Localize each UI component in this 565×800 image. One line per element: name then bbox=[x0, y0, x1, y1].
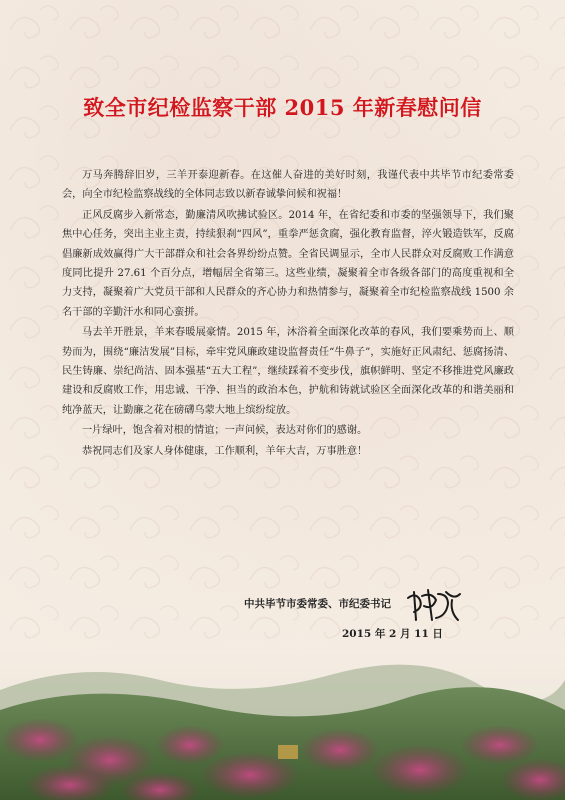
letter-title: 致全市纪检监察干部 2015 年新春慰问信 bbox=[83, 95, 482, 120]
letter-date: 2015 年 2 月 11 日 bbox=[342, 628, 443, 640]
signature-title: 中共毕节市委常委、市纪委书记 bbox=[244, 598, 391, 610]
paragraph-wishes: 恭祝同志们及家人身体健康，工作顺利，羊年大吉，万事胜意！ bbox=[82, 445, 368, 457]
paragraph-thanks: 一片绿叶，饱含着对根的情谊；一声问候，表达对你们的感谢。 bbox=[82, 425, 368, 437]
paragraph-review: 正风反腐步入新常态，勤廉清风吹拂试验区。2014 年，在省纪委和市委的坚强领导下，我们聚焦中心任务，突出主业主责，持续狠刹“四风”，重拳严惩贪腐，强化教育监督，淬火锻造铁军，反腐倡廉新成效赢得广大干部群众和社会各界纷纷点赞。全省民调显示，全市人民群众对反腐败工作满意度同比提升 27.61 个百分点，增幅居全省第三。这些业绩，凝聚着全市各级各部门的高度重视和全力支持，凝聚着广大党员干部和人民群众的齐心协力和热情参与，凝聚着全市纪检监察战线 1500 余名干部的辛勤汗水和同心蛮拼。 bbox=[62, 209, 514, 318]
paragraph-outlook: 马去羊开胜景，羊来春暖展豪情。2015 年，沐浴着全面深化改革的春风，我们要乘势而上、顺势而为，围绕“廉洁发展”目标，牵牢党风廉政建设监督责任“牛鼻子”，实施好正风肃纪、惩腐扬清、民生铸廉、崇纪尚洁、固本强基“五大工程”，继续踩着不变步伐，旗帜鲜明、坚定不移推进党风廉政建设和反腐败工作，用忠诚、干净、担当的政治本色，护航和铸就试验区全面深化改革的和谐美丽和纯净蓝天，让勤廉之花在磅礴乌蒙大地上缤纷绽放。 bbox=[62, 327, 514, 416]
azalea-landscape-photo bbox=[0, 650, 565, 800]
letter-body bbox=[62, 166, 514, 462]
paragraph-greeting: 万马奔腾辞旧岁，三羊开泰迎新春。在这催人奋进的美好时刻，我谨代表中共毕节市纪委常委会，向全市纪检监察战线的全体同志致以新春诚挚问候和祝福！ bbox=[62, 170, 514, 201]
handwritten-signature bbox=[404, 586, 464, 624]
